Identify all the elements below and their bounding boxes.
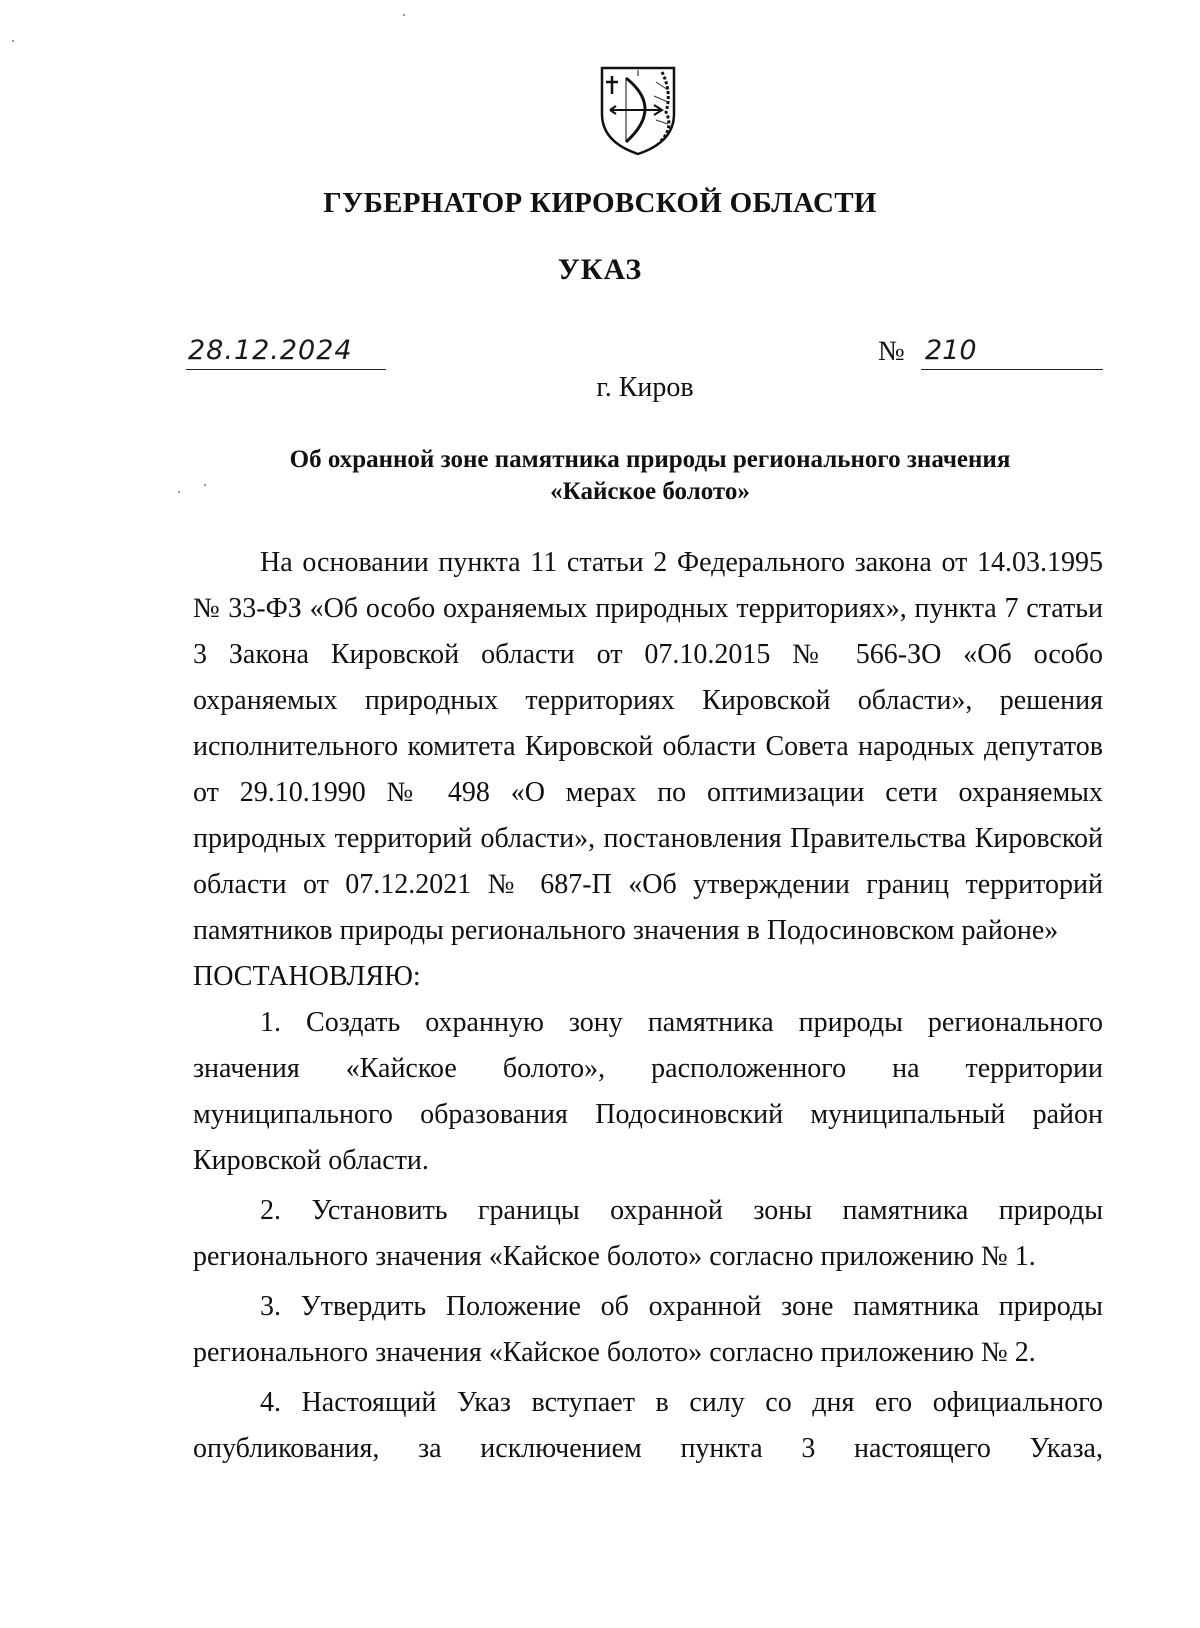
preamble-paragraph: На основании пункта 11 статьи 2 Федерального закона от 14.03.1995 № 33-ФЗ «Об особо охраняемых природных территориях», пункта 7 статьи 3 Закона Кировской области от 07.10.2015 № 566-ЗО «Об особо охраняемых природных территориях Кировской области», решения исполнительного комитета Кировской области Совета народных депутатов от 29.10.1990 № 498 «О мерах по оптимизации сети охраняемых природных территорий области», постановления Правительства Кировской области от 07.12.2021 № 687-П «Об утверждении границ территорий памятников природы регионального значения в Подосиновском районе»: [193, 547, 1103, 946]
title-line-1: Об охранной зоне памятника природы регионального значения: [289, 446, 1011, 473]
item-1: 1. Создать охранную зону памятника природы регионального значения «Кайское болото», расположенного на территории муниципального образования Подосиновский муниципальный район Кировской области.: [193, 1007, 1103, 1176]
item-2: 2. Установить границы охранной зоны памятника природы регионального значения «Кайское болото» согласно приложению № 1.: [193, 1195, 1103, 1272]
number-label: №: [878, 336, 905, 367]
item-3: 3. Утвердить Положение об охранной зоне памятника природы регионального значения «Кайское болото» согласно приложению № 2.: [193, 1291, 1103, 1368]
number-field: [921, 335, 1103, 370]
issuing-authority: ГУБЕРНАТОР КИРОВСКОЙ ОБЛАСТИ: [323, 187, 877, 219]
document-title: [190, 444, 1110, 508]
scan-speck: [12, 40, 14, 42]
item-4: 4. Настоящий Указ вступает в силу со дня его официального опубликования, за исключением пункта 3 настоящего Указа,: [193, 1387, 1103, 1464]
decree-word: ПОСТАНОВЛЯЮ:: [193, 961, 421, 992]
document-date: 28.12.2024: [188, 335, 353, 366]
kirov-coat-of-arms-icon: [596, 62, 680, 158]
document-type: УКАЗ: [557, 253, 643, 286]
date-field: [186, 335, 386, 370]
scan-speck: [178, 491, 180, 493]
document-body: [193, 540, 1103, 1472]
title-line-2: «Кайское болото»: [550, 478, 750, 505]
scan-speck: [403, 14, 405, 16]
document-number: 210: [925, 335, 977, 366]
scan-speck: [204, 484, 206, 486]
city: г. Киров: [596, 372, 694, 403]
